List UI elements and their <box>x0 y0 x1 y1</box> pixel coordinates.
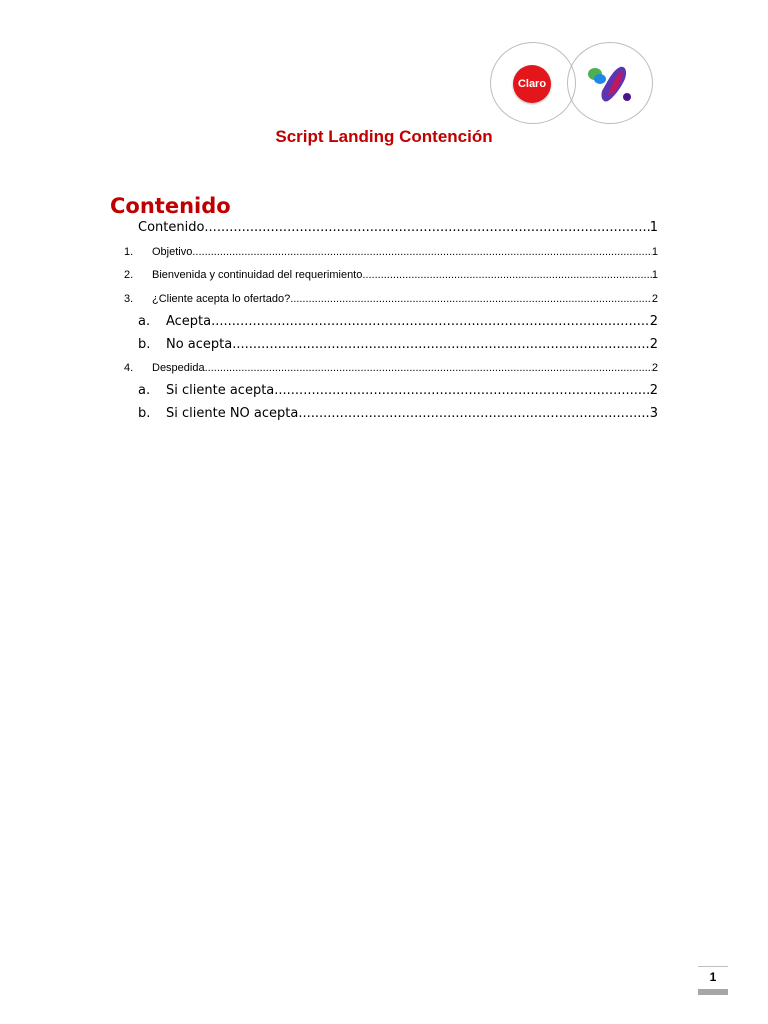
toc-entry-bienvenida[interactable] <box>110 269 658 281</box>
toc-entry-cliente-acepta[interactable] <box>110 293 658 305</box>
toc-entry-contenido[interactable] <box>110 220 658 235</box>
toc-leader <box>211 314 650 329</box>
movistar-logo-icon <box>568 43 652 123</box>
claro-logo <box>490 42 576 124</box>
toc-entry-page: 2 <box>651 362 658 374</box>
toc-entry-page: 1 <box>649 220 658 235</box>
toc-leader <box>298 406 649 421</box>
toc-entry-si-cliente-acepta[interactable] <box>110 383 658 398</box>
page-number: 1 <box>709 970 717 984</box>
toc-entry-despedida[interactable] <box>110 362 658 374</box>
toc-entry-acepta[interactable] <box>110 314 658 329</box>
page-number-bar <box>698 989 728 995</box>
toc-entry-text: Objetivo <box>152 246 193 258</box>
toc-leader <box>290 293 652 305</box>
movistar-logo <box>567 42 653 124</box>
toc-entry-text: No acepta <box>166 337 233 352</box>
document-title: Script Landing Contención <box>275 127 493 146</box>
toc-leader <box>232 337 649 352</box>
toc-entry-number: a. <box>138 314 151 329</box>
toc-entry-number: 4. <box>124 362 134 374</box>
toc-entry-text: Si cliente acepta <box>166 383 275 398</box>
toc-entry-number: a. <box>138 383 151 398</box>
toc-entry-si-cliente-no-acepta[interactable] <box>110 406 658 421</box>
header-logos <box>489 42 654 124</box>
toc-entry-text: ¿Cliente acepta lo ofertado? <box>152 293 291 305</box>
toc-entry-text: Acepta <box>166 314 212 329</box>
toc-entry-no-acepta[interactable] <box>110 337 658 352</box>
toc-entry-number: 3. <box>124 293 134 305</box>
toc-entry-page: 3 <box>649 406 658 421</box>
toc-entry-number: b. <box>138 406 151 421</box>
toc-entry-page: 1 <box>651 269 658 281</box>
toc-entry-page: 2 <box>649 337 658 352</box>
toc-entry-text: Despedida <box>152 362 205 374</box>
claro-logo-badge: Claro <box>513 65 551 103</box>
toc-entry-number: 2. <box>124 269 134 281</box>
toc-entry-number: 1. <box>124 246 134 258</box>
toc-leader <box>205 362 652 374</box>
toc-leader <box>204 220 649 235</box>
toc-leader <box>192 246 652 258</box>
toc-entry-text: Si cliente NO acepta <box>166 406 299 421</box>
toc-entry-page: 2 <box>651 293 658 305</box>
toc-heading: Contenido <box>110 194 231 218</box>
toc-entry-page: 2 <box>649 314 658 329</box>
toc-entry-text: Contenido <box>138 220 205 235</box>
toc-entry-objetivo[interactable] <box>110 246 658 258</box>
toc-leader <box>274 383 649 398</box>
toc-entry-page: 1 <box>651 246 658 258</box>
toc-entry-page: 2 <box>649 383 658 398</box>
toc-entry-text: Bienvenida y continuidad del requerimiento <box>152 269 363 281</box>
page-number-footer <box>698 966 728 995</box>
toc-entry-number: b. <box>138 337 151 352</box>
toc-leader <box>362 269 652 281</box>
